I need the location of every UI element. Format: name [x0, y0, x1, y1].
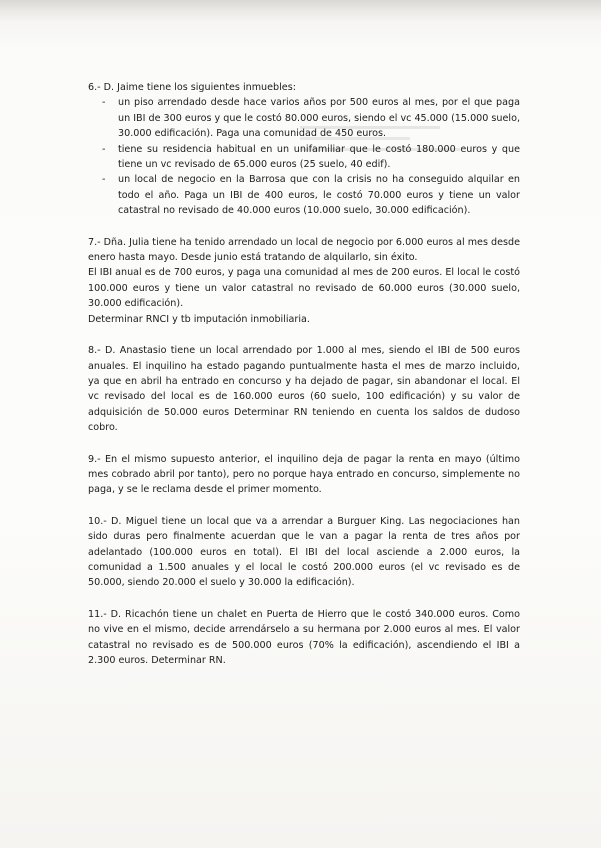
problem-6 [88, 80, 520, 219]
problem-7-task: Determinar RNCI y tb imputación inmobiliaria. [88, 313, 310, 325]
problem-7-statement: 7.- Dña. Julia tiene ha tenido arrendado un local de negocio por 6.000 euros al mes desde enero hasta mayo. Desde junio está tratando de alquilarlo, sin éxito. [88, 236, 520, 264]
problem-10 [88, 514, 520, 591]
problem-8-statement: 8.- D. Anastasio tiene un local arrendado por 1.000 al mes, siendo el IBI de 500 euros anuales. El inquilino ha estado pagando puntualmente hasta el mes de marzo incluido, ya que en abril ha entrado en concurso y ha dejado de pagar, sin abandonar el local. El vc revisado del local es de 160.000 euros (60 suelo, 100 edificación) y su valor de adquisición de 50.000 euros Determinar RN teniendo en cuenta los saldos de dudoso cobro. [88, 345, 520, 434]
problem-11 [88, 607, 520, 669]
problem-6-intro: 6.- D. Jaime tiene los siguientes inmuebles: [88, 82, 296, 93]
list-item: - un piso arrendado desde hace varios años por 500 euros al mes, por el que paga un IBI de 300 euros y que le costó 80.000 euros, siendo el vc 45.000 (15.000 suelo, 30.000 edificación). Paga una comunidad de 450 euros. [102, 97, 520, 140]
bullet-dash: - [102, 143, 106, 155]
problem-7 [88, 235, 520, 327]
bullet-dash: - [102, 97, 106, 109]
problem-6-list [88, 95, 520, 218]
bullet-dash: - [102, 174, 106, 186]
list-item: - un local de negocio en la Barrosa que con la crisis no ha conseguido alquilar en todo el año. Paga un IBI de 400 euros, le costó 70.000 euros y tiene un valor catastral no revisado de 40.000 euros (10.000 suelo, 30.000 edificación). [102, 174, 520, 217]
list-item: - tiene su residencia habitual en un unifamiliar que le costó 180.000 euros y que tiene un vc revisado de 65.000 euros (25 suelo, 40 edif). [102, 143, 520, 171]
scan-top-edge [0, 0, 601, 22]
problem-10-statement: 10.- D. Miguel tiene un local que va a arrendar a Burguer King. Las negociaciones han sido duras pero finalmente acuerdan que le van a pagar la renta de tres años por adelantado (100.000 euros en total). El IBI del local asciende a 2.000 euros, la comunidad a 1.500 anuales y el local le costó 200.000 euros (el vc revisado es de 50.000, siendo 20.000 el suelo y 30.000 la edificación). [88, 515, 520, 589]
problem-8 [88, 343, 520, 435]
problem-9 [88, 452, 520, 498]
exercise-list [88, 80, 520, 684]
problem-7-details: El IBI anual es de 700 euros, y paga una comunidad al mes de 200 euros. El local le costó 100.000 euros y tiene un valor catastral no revisado de 60.000 euros (30.000 suelo, 30.000 edificación). [88, 267, 520, 310]
problem-11-statement: 11.- D. Ricachón tiene un chalet en Puerta de Hierro que le costó 340.000 euros. Como no vive en el mismo, decide arrendárselo a su hermana por 2.000 euros al mes. El valor catastral no revisado es de 500.000 euros (70% la edificación), ascendiendo el IBI a 2.300 euros. Determinar RN. [88, 608, 520, 666]
problem-9-statement: 9.- En el mismo supuesto anterior, el inquilino deja de pagar la renta en mayo (último mes cobrado abril por tanto), pero no porque haya entrado en concurso, simplemente no paga, y se le reclama desde el primer momento. [88, 453, 520, 496]
